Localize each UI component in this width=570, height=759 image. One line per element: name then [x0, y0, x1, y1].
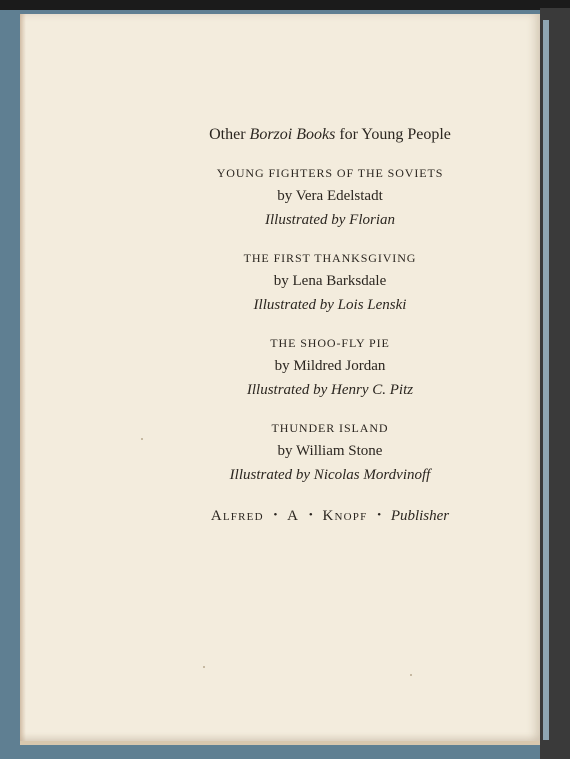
- book-title: THE FIRST THANKSGIVING: [243, 251, 417, 265]
- book-entry: [140, 250, 520, 315]
- heading-brand: Borzoi Books: [249, 126, 336, 143]
- book-author: by Vera Edelstadt: [277, 188, 383, 204]
- publisher-name-last: Knopf: [322, 508, 368, 524]
- page-heading: [140, 124, 520, 146]
- paper-speck: [203, 666, 205, 668]
- heading-prefix: Other: [209, 126, 246, 143]
- paper-speck: [410, 674, 412, 676]
- publisher-role: Publisher: [390, 508, 450, 524]
- book-author: by William Stone: [277, 443, 383, 459]
- publisher-imprint: [140, 505, 520, 526]
- book-entry: [140, 420, 520, 485]
- book-title: THUNDER ISLAND: [271, 421, 389, 435]
- book-illustrator: Illustrated by Lois Lenski: [253, 297, 407, 313]
- book-author: by Mildred Jordan: [274, 358, 386, 374]
- cover-edge-highlight: [543, 20, 549, 740]
- separator-dot: •: [377, 509, 382, 521]
- book-illustrator: Illustrated by Henry C. Pitz: [246, 382, 414, 398]
- book-entry: [140, 165, 520, 230]
- publisher-name-first: Alfred: [210, 508, 264, 524]
- separator-dot: •: [308, 509, 313, 521]
- separator-dot: •: [273, 509, 278, 521]
- heading-suffix: for Young People: [339, 126, 451, 143]
- book-illustrator: Illustrated by Nicolas Mordvinoff: [229, 467, 431, 483]
- book-entry: [140, 335, 520, 400]
- book-illustrator: Illustrated by Florian: [265, 212, 395, 228]
- book-title: THE SHOO-FLY PIE: [270, 336, 390, 350]
- publisher-name-middle: A: [287, 508, 300, 524]
- book-author: by Lena Barksdale: [273, 273, 387, 289]
- book-list-page: [140, 124, 520, 541]
- page-bottom-edge: [20, 741, 540, 745]
- book-title: YOUNG FIGHTERS OF THE SOVIETS: [216, 166, 444, 180]
- page-gutter-shadow: [20, 14, 26, 741]
